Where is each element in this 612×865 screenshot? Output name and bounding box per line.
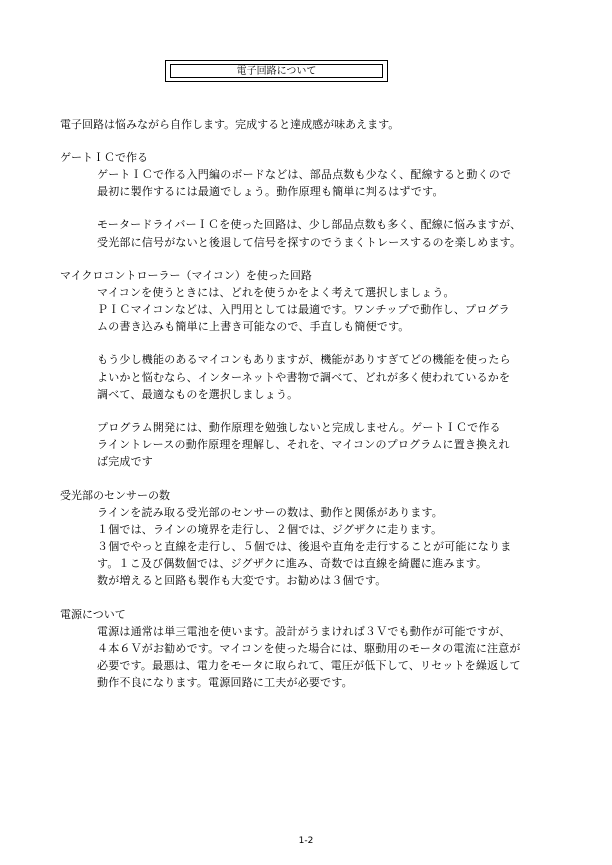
title-border-bottom: [170, 77, 383, 78]
section-paragraph: 電源は通常は単三電池を使います。設計がうまければ３Ｖでも動作が可能ですが、 ４本６Ｖがお勧めです。マイコンを使った場合には、駆動用のモータの電流に注意が 必要です。最悪は、電力をモータに取られて、電圧が低下して、リセットを繰返して 動作不良になります。電源回路に工夫が必要です。: [97, 624, 521, 690]
document-body: [60, 117, 580, 708]
title-box: [165, 60, 388, 82]
page-number: 1-2: [298, 836, 314, 846]
section-heading: ゲートＩＣで作る: [60, 151, 148, 164]
section-power-supply: [60, 607, 580, 692]
section-microcontroller: [60, 268, 580, 471]
page-title: 電子回路について: [236, 66, 317, 77]
section-paragraph: ラインを読み取る受光部のセンサーの数は、動作と関係があります。 １個では、ラインの境界を走行し、２個では、ジグザクに走ります。 ３個でやっと直線を走行し、５個では、後退や直角を走行することが可能になりま す。１こ及び偶数個では、ジグザクに進み、奇数では直線を綺麗に進みます。 数が増えると回路も製作も大変です。お勧めは３個です。: [97, 505, 512, 588]
section-paragraph: もう少し機能のあるマイコンもありますが、機能がありすぎてどの機能を使ったら よいかと悩むなら、インターネットや書物で調べて、どれが多く使われているかを 調べて、最適なものを選択しましょう。: [97, 353, 511, 401]
section-heading: 電源について: [60, 607, 126, 621]
section-paragraph: モータードライバーＩＣを使った回路は、少し部品点数も多く、配線に悩みますが、 受光部に信号がないと後退して信号を探すのでうまくトレースするのを楽しめます。: [97, 218, 522, 249]
section-gate-ic: [60, 150, 580, 251]
section-heading: マイクロコントローラー（マイコン）を使った回路: [60, 268, 312, 282]
section-paragraph: プログラム開発には、動作原理を勉強しないと完成しません。ゲートＩＣで作る ライントレースの動作原理を理解し、それを、マイコンのプログラムに置き換えれ ば完成です: [97, 421, 510, 469]
intro-paragraph: 電子回路は悩みながら自作します。完成すると達成感が味あえます。: [60, 118, 400, 131]
section-heading: 受光部のセンサーの数: [60, 488, 170, 502]
section-paragraph: ゲートＩＣで作る入門編のボードなどは、部品点数も少なく、配線すると動くので 最初に製作するには最適でしょう。動作原理も簡単に判るはずです。: [97, 168, 512, 199]
section-sensor-count: [60, 488, 580, 590]
title-border-top: [170, 64, 383, 65]
section-paragraph: マイコンを使うときには、どれを使うかをよく考えて選択しましょう。 ＰＩＣマイコンなどは、入門用としては最適です。ワンチップで動作し、プログラ ムの書き込みも簡単に上書き可能なので、手直しも簡便です。: [97, 285, 510, 334]
